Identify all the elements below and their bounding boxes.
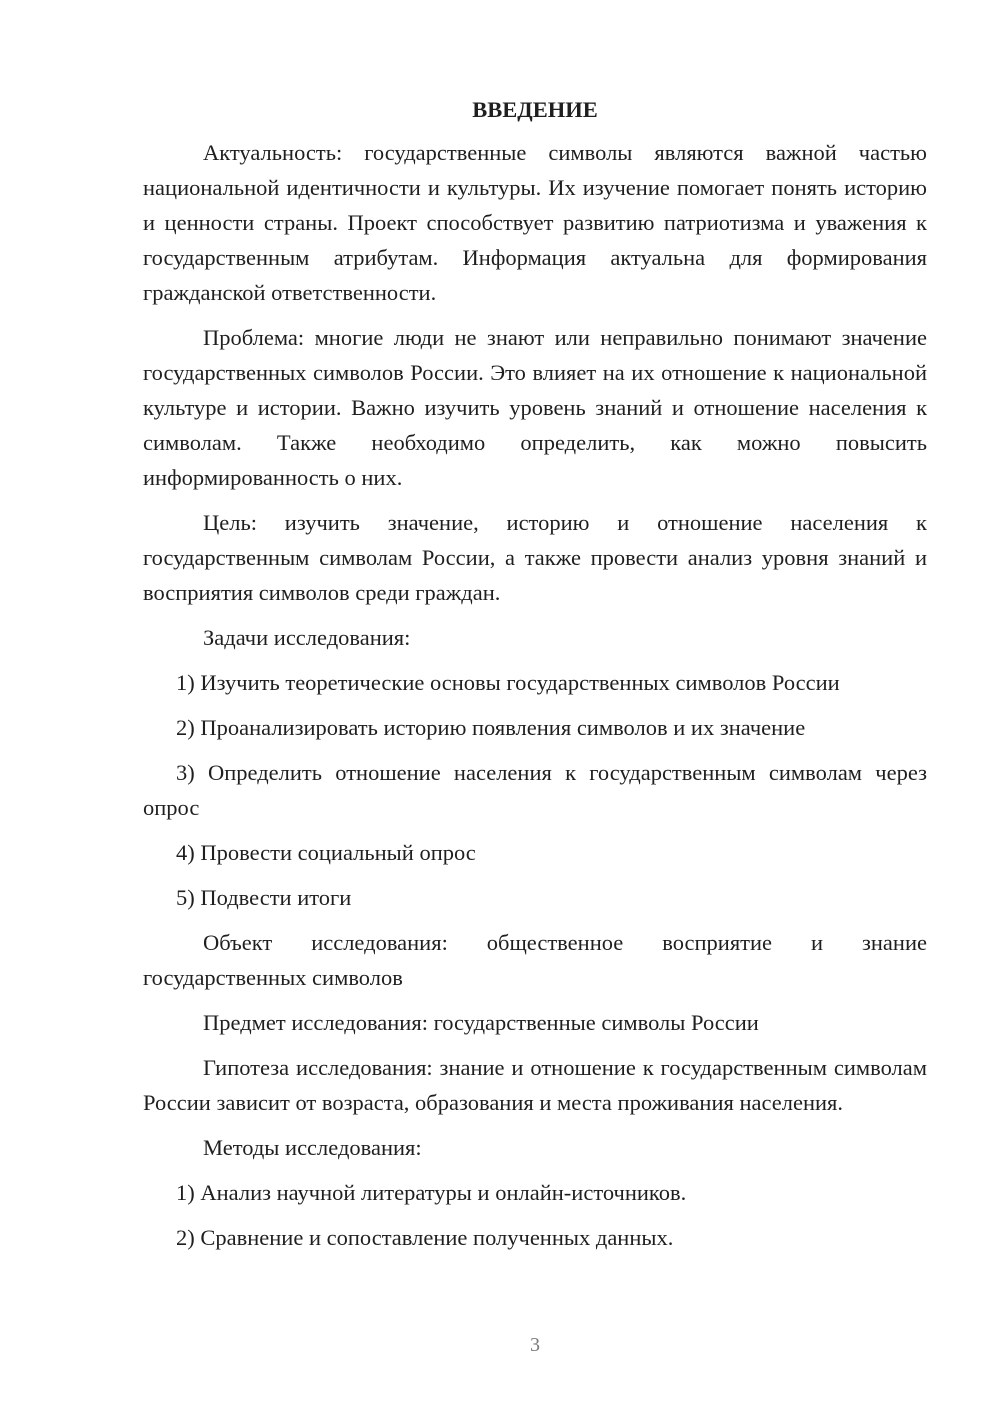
- task-item: 3) Определить отношение населения к государственным символам через опрос: [143, 760, 927, 820]
- section-title: ВВЕДЕНИЕ: [472, 97, 598, 122]
- method-item: 2) Сравнение и сопоставление полученных данных.: [176, 1225, 674, 1250]
- method-item: 1) Анализ научной литературы и онлайн-источников.: [176, 1180, 687, 1205]
- object-paragraph: Объект исследования: общественное восприятие и знание государственных символов: [143, 930, 927, 990]
- subject-paragraph: Предмет исследования: государственные символы России: [203, 1010, 759, 1035]
- goal-paragraph: Цель: изучить значение, историю и отношение населения к государственным символам России, а также провести анализ уровня знаний и восприятия символов среди граждан.: [143, 510, 927, 605]
- tasks-heading: Задачи исследования:: [203, 625, 411, 650]
- task-item: 4) Провести социальный опрос: [176, 840, 476, 865]
- task-item: 2) Проанализировать историю появления символов и их значение: [176, 715, 806, 740]
- hypothesis-paragraph: Гипотеза исследования: знание и отношение к государственным символам России зависит от возраста, образования и места проживания населения.: [143, 1055, 927, 1115]
- task-item: 1) Изучить теоретические основы государственных символов России: [176, 670, 840, 695]
- task-item: 5) Подвести итоги: [176, 885, 352, 910]
- relevance-paragraph: Актуальность: государственные символы являются важной частью национальной идентичности и культуры. Их изучение помогает понять историю и ценности страны. Проект способствует развитию патриотизма и уважения к государственным атрибутам. Информация актуальна для формирования гражданской ответственности.: [143, 140, 927, 305]
- page-number: 3: [530, 1334, 540, 1356]
- document-page: [143, 95, 927, 1265]
- problem-paragraph: Проблема: многие люди не знают или неправильно понимают значение государственных символов России. Это влияет на их отношение к национальной культуре и истории. Важно изучить уровень знаний и отношение населения к символам. Также необходимо определить, как можно повысить информированность о них.: [143, 325, 927, 490]
- methods-heading: Методы исследования:: [203, 1135, 422, 1160]
